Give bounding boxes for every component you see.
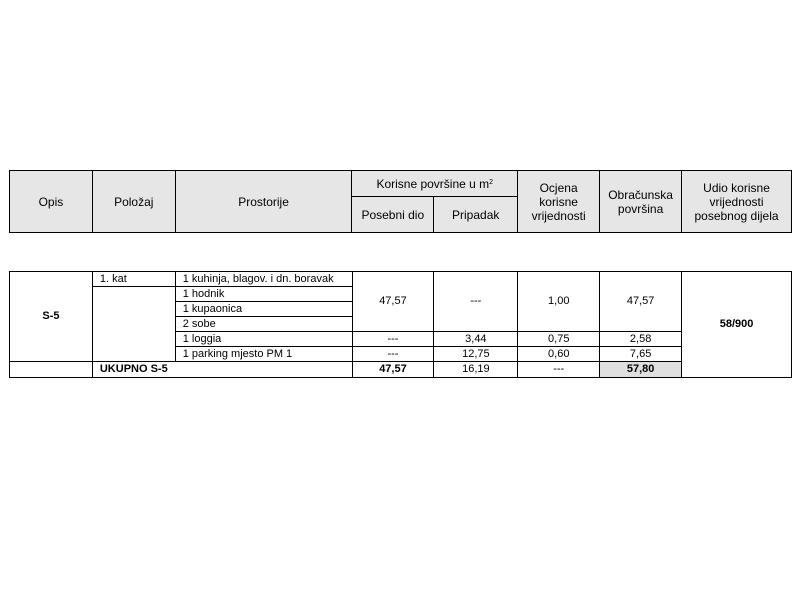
total-opis-empty: [10, 362, 93, 378]
parking-pripadak: 12,75: [434, 347, 518, 362]
room-hodnik: 1 hodnik: [175, 287, 352, 302]
header-korisne-povrsine: Korisne površine u $m^2$: [352, 171, 518, 197]
room-loggia: 1 loggia: [175, 332, 352, 347]
polozaj-empty: [92, 317, 175, 332]
parking-posebni: ---: [352, 347, 434, 362]
total-label: UKUPNO S-5: [92, 362, 352, 378]
header-posebni-dio: Posebni dio: [352, 197, 434, 233]
polozaj-empty: [92, 332, 175, 347]
main-pripadak: ---: [434, 272, 518, 332]
header-polozaj: Položaj: [92, 171, 175, 233]
loggia-posebni: ---: [352, 332, 434, 347]
polozaj-empty: [92, 287, 175, 302]
header-udio: Udio korisne vrijednosti posebnog dijela: [682, 171, 792, 233]
header-opis: Opis: [10, 171, 93, 233]
loggia-obracunska: 2,58: [600, 332, 682, 347]
header-pripadak: Pripadak: [434, 197, 518, 233]
unit-opis: S-5: [10, 272, 93, 362]
total-obracunska: 57,80: [600, 362, 682, 378]
main-ocjena: 1,00: [518, 272, 600, 332]
header-obracunska: Obračunska površina: [600, 171, 682, 233]
parking-obracunska: 7,65: [600, 347, 682, 362]
room-kuhinja: 1 kuhinja, blagov. i dn. boravak: [175, 272, 352, 287]
total-posebni: 47,57: [352, 362, 434, 378]
total-pripadak: 16,19: [434, 362, 518, 378]
parking-ocjena: 0,60: [518, 347, 600, 362]
header-ocjena: Ocjena korisne vrijednosti: [518, 171, 600, 233]
loggia-pripadak: 3,44: [434, 332, 518, 347]
polozaj-empty: [92, 302, 175, 317]
table-header: [9, 170, 792, 233]
room-sobe: 2 sobe: [175, 317, 352, 332]
unit-polozaj: 1. kat: [92, 272, 175, 287]
loggia-ocjena: 0,75: [518, 332, 600, 347]
main-obracunska: 47,57: [600, 272, 682, 332]
unit-udio: 58/900: [682, 272, 792, 378]
header-prostorije: Prostorije: [175, 171, 352, 233]
unit-table: [9, 271, 792, 378]
polozaj-empty: [92, 347, 175, 362]
total-ocjena: ---: [518, 362, 600, 378]
room-parking: 1 parking mjesto PM 1: [175, 347, 352, 362]
room-kupaonica: 1 kupaonica: [175, 302, 352, 317]
main-posebni: 47,57: [352, 272, 434, 332]
